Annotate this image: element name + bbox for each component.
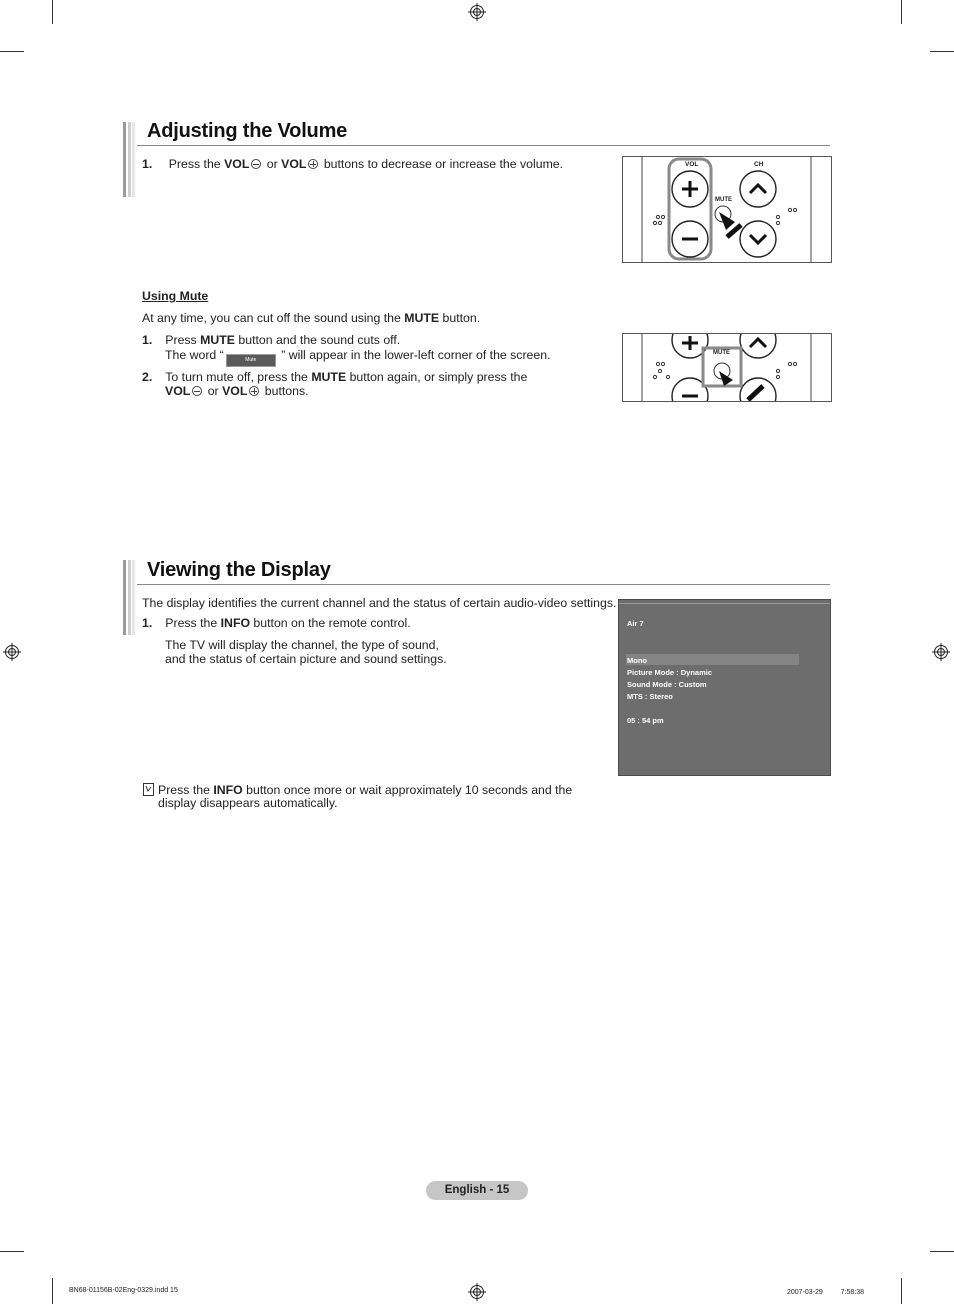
osd-picture-mode: Picture Mode : Dynamic [627,668,713,677]
step-number: 1. [142,333,153,347]
display-intro: The display identifies the current channel and the status of certain audio-video settings. [142,596,617,610]
display-step-1 [142,616,411,630]
text: button on the remote control. [250,616,411,630]
registration-mark-icon [932,643,950,661]
text: button and the sound cuts off. [234,333,401,347]
plus-icon [249,386,259,396]
minus-icon [251,159,261,169]
mute-intro [142,311,480,325]
note-line-1 [158,783,572,797]
section-divider [137,584,830,585]
file-slug: BN68-01156B-02Eng-0329.indd 15 [69,1287,178,1294]
section-title-volume: Adjusting the Volume [147,120,348,142]
crop-mark [930,1251,954,1252]
mute-osd-chip [226,354,276,367]
text: ” will appear in the lower-left corner of the screen. [277,348,551,362]
volume-step-1 [142,157,563,171]
page-number-label: English - 15 [426,1181,528,1200]
registration-mark-icon [468,1283,486,1301]
step-number: 2. [142,370,153,384]
mute-button-label: MUTE [713,350,730,356]
osd-sound-mode: Sound Mode : Custom [627,680,707,689]
crop-mark [901,1278,902,1304]
text: At any time, you can cut off the sound using the [142,311,405,325]
vol-button-label: VOL [685,161,699,168]
registration-mark-icon [468,3,486,21]
remote-mute-illustration [622,333,832,402]
osd-time: 05 : 54 pm [627,716,664,725]
step-number: 1. [142,616,153,630]
using-mute-heading: Using Mute [142,289,209,303]
crop-mark [0,1251,24,1252]
mute-chip-label: Mute [245,357,257,363]
crop-mark [901,0,902,24]
osd-sound-type: Mono [627,656,647,665]
crop-mark [52,0,53,24]
osd-highlight-bar [626,654,799,665]
mute-button-label: MUTE [715,197,732,203]
mute-step-1 [142,333,400,347]
crop-mark [930,51,954,52]
crop-mark [52,1278,53,1304]
text: button once more or wait approximately 10 seconds and the [242,783,573,797]
text: The word “ [165,348,224,362]
section-bar [123,122,135,197]
osd-channel: Air 7 [627,619,644,628]
mute-step-2-line-2 [165,384,309,398]
ch-button-label: CH [754,161,764,168]
date-slug: 2007-03-29 7:58:38 [787,1289,865,1296]
vol-label: VOL [224,157,250,171]
display-para-line-1: The TV will display the channel, the type of sound, [165,638,439,652]
text: Press the [165,616,221,630]
section-bar [123,560,135,635]
text-bold: INFO [220,616,251,630]
mute-step-1-line-2 [165,348,551,365]
section-title-display: Viewing the Display [147,559,331,581]
registration-mark-icon [3,643,21,661]
text: button. [439,311,481,325]
osd-mts: MTS : Stereo [627,692,673,701]
text-bold: INFO [213,783,243,797]
section-divider [137,145,830,146]
text-bold: MUTE [311,370,347,384]
step-text: Press the [168,157,225,171]
minus-icon [192,386,202,396]
tv-info-display [618,599,831,776]
text: buttons. [261,384,309,398]
osd-border-line [619,603,830,604]
text: Press [165,333,201,347]
vol-label: VOL [222,384,248,398]
step-text: or [263,157,282,171]
remote-volume-illustration [622,156,832,263]
step-text: buttons to decrease or increase the volume. [320,157,564,171]
mute-step-2 [142,370,527,384]
plus-icon [308,159,318,169]
text: or [204,384,223,398]
display-para-line-2: and the status of certain picture and sound settings. [165,652,447,666]
text: Press the [158,783,214,797]
text: To turn mute off, press the [165,370,312,384]
vol-label: VOL [281,157,307,171]
step-number: 1. [142,157,153,171]
crop-mark [0,51,24,52]
note-line-2: display disappears automatically. [158,796,338,810]
vol-label: VOL [165,384,191,398]
text-bold: MUTE [404,311,440,325]
text: button again, or simply press the [346,370,528,384]
note-icon [143,783,154,796]
text-bold: MUTE [200,333,235,347]
